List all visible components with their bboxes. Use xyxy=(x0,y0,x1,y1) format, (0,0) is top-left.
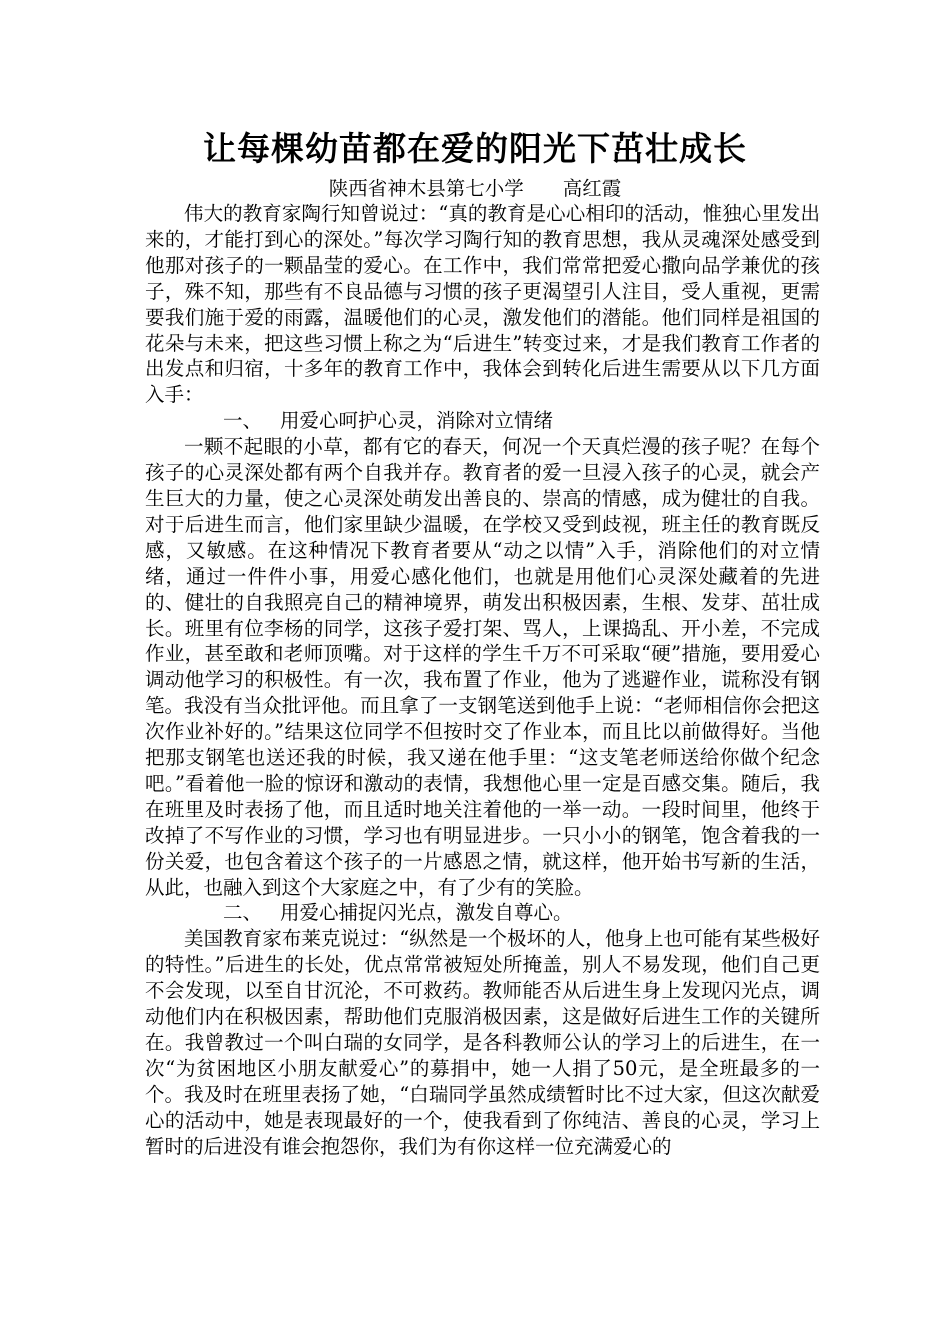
section-title-2: 用爱心捕捉闪光点，激发自尊心。 xyxy=(280,901,573,925)
intro-paragraph: 伟大的教育家陶行知曾说过：“真的教育是心心相印的活动，惟独心里发出来的，才能打到心的深处。”每次学习陶行知的教育思想，我从灵魂深处感受到他那对孩子的一颗晶莹的爱心。在工作中，我们常常把爱心撒向品学兼优的孩子，殊不知，那些有不良品德与习惯的孩子更渴望引人注目，受人重视，更需要我们施于爱的雨露，温暖他们的心灵，激发他们的潜能。他们同样是祖国的花朵与未来，把这些习惯上称之为“后进生”转变过来，才是我们教育工作者的出发点和归宿，十多年的教育工作中，我体会到转化后进生需要从以下几方面入手： xyxy=(145,202,820,407)
section-heading-2 xyxy=(145,900,820,926)
section-paragraph-1: 一颗不起眼的小草，都有它的春天，何况一个天真烂漫的孩子呢？在每个孩子的心灵深处都有两个自我并存。教育者的爱一旦浸入孩子的心灵，就会产生巨大的力量，使之心灵深处萌发出善良的、崇高的情感，成为健壮的自我。对于后进生而言，他们家里缺少温暖，在学校又受到歧视，班主任的教育既反感，又敏感。在这种情况下教育者要从“动之以情”入手，消除他们的对立情绪，通过一件件小事，用爱心感化他们，也就是用他们心灵深处藏着的先进的、健壮的自我照亮自己的精神境界，萌发出积极因素，生根、发芽、茁壮成长。班里有位李杨的同学，这孩子爱打架、骂人，上课捣乱、开小差，不完成作业，甚至敢和老师顶嘴。对于这样的学生千万不可采取“硬”措施，要用爱心调动他学习的积极性。有一次，我布置了作业，他为了逃避作业，谎称没有钢笔。我没有当众批评他。而且拿了一支钢笔送到他手上说：“老师相信你会把这次作业补好的。”结果这位同学不但按时交了作业本，而且比以前做得好。当他把那支钢笔也送还我的时候，我又递在他手里：“这支笔老师送给你做个纪念吧。”看着他一脸的惊讶和激动的表情，我想他心里一定是百感交集。随后，我在班里及时表扬了他，而且适时地关注着他的一举一动。一段时间里，他终于改掉了不写作业的习惯，学习也有明显进步。一只小小的钢笔，饱含着我的一份关爱，也包含着这个孩子的一片感恩之情，就这样，他开始书写新的生活，从此，也融入到这个大家庭之中，有了少有的笑脸。 xyxy=(145,435,820,899)
document-body xyxy=(145,201,820,1160)
section-heading-1 xyxy=(145,408,820,434)
section-number-1: 一、 xyxy=(223,409,263,433)
section-number-2: 二、 xyxy=(223,901,263,925)
page-title: 让每棵幼苗都在爱的阳光下茁壮成长 xyxy=(203,129,747,168)
section-paragraph-2: 美国教育家布莱克说过：“纵然是一个极坏的人，他身上也可能有某些极好的特性。”后进生的长处，优点常常被短处所掩盖，别人不易发现，他们自己更不会发现，以至自甘沉沦，不可救药。教师能否从后进生身上发现闪光点，调动他们内在积极因素，帮助他们克服消极因素，这是做好后进生工作的关键所在。我曾教过一个叫白瑞的女同学，是各科教师公认的学习上的后进生，在一次“为贫困地区小朋友献爱心”的募捐中，她一人捐了50元，是全班最多的一个。我及时在班里表扬了她，“白瑞同学虽然成绩暂时比不过大家，但这次献爱心的活动中，她是表现最好的一个，使我看到了你纯洁、善良的心灵，学习上暂时的后进没有谁会抱怨你，我们为有你这样一位充满爱心的 xyxy=(145,927,820,1158)
author-line: 陕西省神木县第七小学 高红霞 xyxy=(328,177,622,200)
section-title-1: 用爱心呵护心灵，消除对立情绪 xyxy=(280,409,554,433)
